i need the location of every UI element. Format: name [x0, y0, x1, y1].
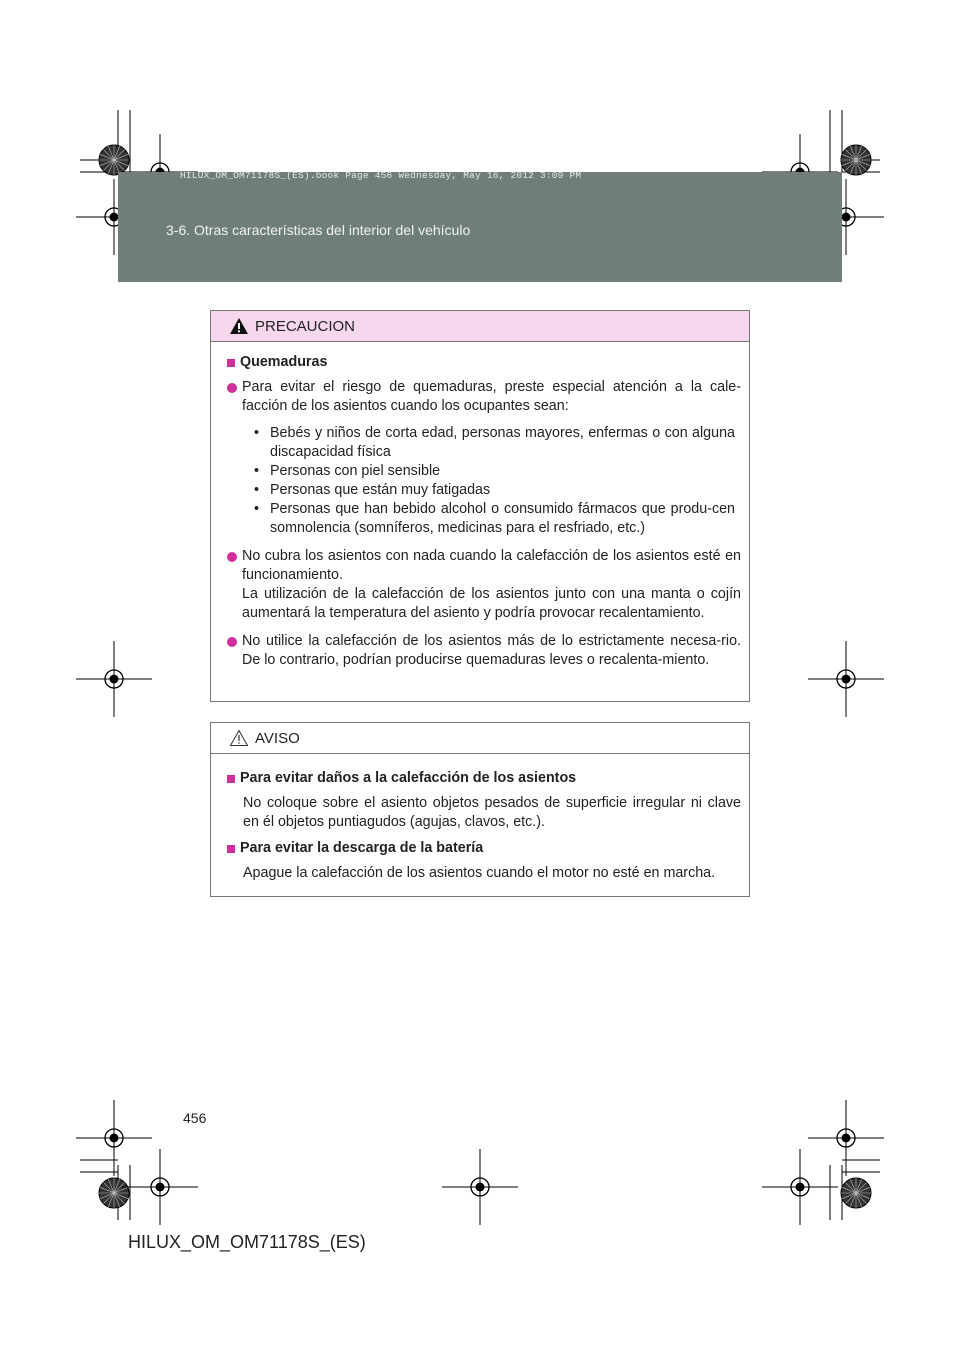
- caution-sub-item: • Bebés y niños de corta edad, personas mayores, enfermas o con alguna discapacidad física: [242, 424, 735, 462]
- square-bullet-icon: [227, 845, 235, 853]
- warning-triangle-icon: [229, 317, 249, 335]
- caution-item: [227, 547, 741, 623]
- print-stamp: HILUX_OM_OM71178S_(ES).book Page 456 Wednesday, May 16, 2012 3:09 PM: [180, 170, 582, 181]
- notice-heading: [227, 769, 741, 788]
- caution-title: PRECAUCION: [255, 317, 356, 335]
- notice-title: AVISO: [255, 729, 300, 747]
- caution-heading-text: Quemaduras: [240, 354, 328, 370]
- caution-item-text: Para evitar el riesgo de quemaduras, preste especial atención a la cale-facción de los asientos cuando los ocupantes sean:: [242, 379, 741, 414]
- caution-sub-list: [242, 424, 741, 538]
- caution-heading: [227, 353, 741, 372]
- notice-text: Apague la calefacción de los asientos cuando el motor no esté en marcha.: [243, 865, 716, 881]
- notice-body: [211, 754, 749, 902]
- notice-heading-text: Para evitar la descarga de la batería: [240, 840, 484, 856]
- caution-header: [211, 311, 749, 342]
- section-title: 3-6. Otras características del interior del vehículo: [166, 222, 471, 238]
- caution-item-text: No cubra los asientos con nada cuando la calefacción de los asientos esté en funcionamiento.: [242, 548, 741, 583]
- notice-box: [210, 722, 750, 897]
- caution-item: [227, 632, 741, 670]
- caution-item-text: No utilice la calefacción de los asientos más de lo estrictamente necesa-rio. De lo contrario, podrían producirse quemaduras leves o recalenta-miento.: [242, 633, 741, 668]
- round-bullet-icon: [227, 637, 237, 647]
- document-code: HILUX_OM_OM71178S_(ES): [128, 1232, 366, 1252]
- notice-heading-text: Para evitar daños a la calefacción de los asientos: [240, 770, 577, 786]
- square-bullet-icon: [227, 359, 235, 367]
- caution-item: [227, 378, 741, 538]
- caution-sub-item: • Personas con piel sensible: [242, 462, 735, 481]
- notice-text: No coloque sobre el asiento objetos pesados de superficie irregular ni clave en él objetos puntiagudos (agujas, clavos, etc.).: [243, 795, 741, 830]
- caution-box: [210, 310, 750, 702]
- caution-sub-item: • Personas que están muy fatigadas: [242, 481, 735, 500]
- caution-sub-item: • Personas que han bebido alcohol o consumido fármacos que produ-cen somnolencia (somníferos, medicinas para el resfriado, etc.): [242, 500, 735, 538]
- notice-header: [211, 723, 749, 754]
- notice-triangle-icon: [229, 729, 249, 747]
- round-bullet-icon: [227, 383, 237, 393]
- notice-heading: [227, 839, 741, 858]
- caution-body: [211, 342, 749, 691]
- round-bullet-icon: [227, 552, 237, 562]
- square-bullet-icon: [227, 775, 235, 783]
- caution-item-text: La utilización de la calefacción de los asientos junto con una manta o cojín aumentará la temperatura del asiento y podría provocar recalentamiento.: [242, 586, 741, 621]
- page-number: 456: [183, 1110, 207, 1126]
